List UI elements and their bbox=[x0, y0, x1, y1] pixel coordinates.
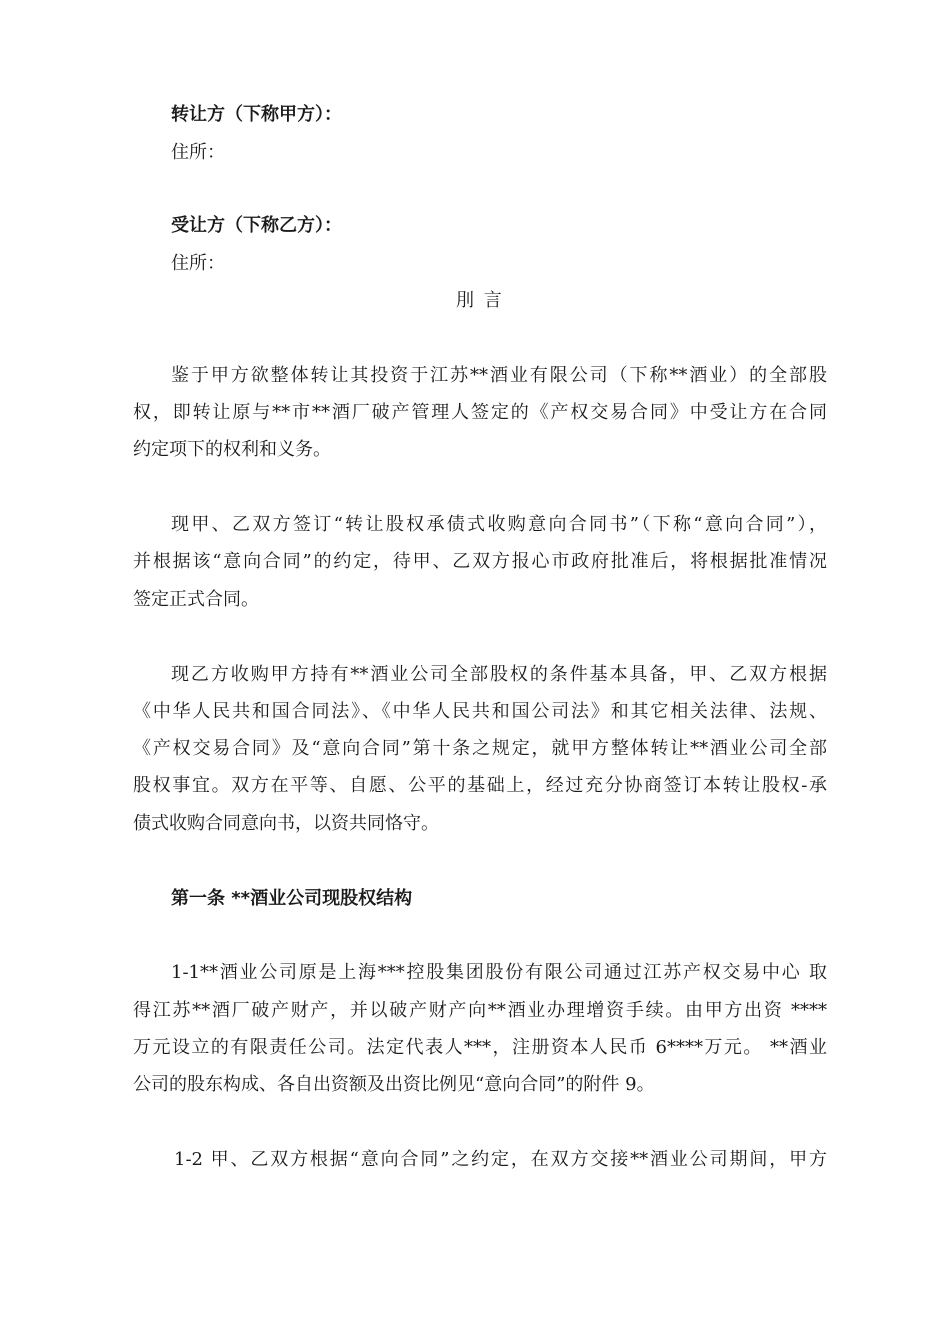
clause-1-1-line-1: 1-1**酒业公司原是上海***控股集团股份有限公司通过江苏产权交易中心 取 bbox=[171, 962, 827, 983]
transferee-address-label: 住所： bbox=[171, 253, 225, 274]
paragraph-1-line-3: 约定项下的权利和义务。 bbox=[133, 439, 331, 460]
transferee-heading: 受让方（下称乙方）： bbox=[171, 215, 342, 236]
paragraph-3-line-3: 《产权交易合同》及“意向合同”第十条之规定，就甲方整体转让**酒业公司全部 bbox=[133, 738, 827, 759]
preface-title: 刖 言 bbox=[456, 290, 504, 311]
paragraph-2-line-3: 签定正式合同。 bbox=[133, 589, 259, 610]
clause-1-1-line-2: 得江苏**酒厂破产财产，并以破产财产向**酒业办理增资手续。由甲方出资 **** bbox=[133, 1000, 827, 1021]
clause-1-1-line-3: 万元设立的有限责任公司。法定代表人***，注册资本人民币 6****万元。 **酒业 bbox=[133, 1037, 827, 1058]
paragraph-3-line-5: 债式收购合同意向书，以资共同恪守。 bbox=[133, 813, 439, 834]
paragraph-3-line-1: 现乙方收购甲方持有**酒业公司全部股权的条件基本具备，甲、乙双方根据 bbox=[171, 664, 827, 685]
paragraph-3-line-2: 《中华人民共和国合同法》、《中华人民共和国公司法》和其它相关法律、法规、 bbox=[133, 701, 827, 722]
transferor-address-label: 住所： bbox=[171, 142, 225, 163]
article-1-heading: 第一条 **酒业公司现股权结构 bbox=[171, 888, 413, 909]
paragraph-2-line-2: 并根据该“意向合同”的约定，待甲、乙双方报心市政府批准后，将根据批准情况 bbox=[133, 551, 827, 572]
clause-1-1-line-4: 公司的股东构成、各自出资额及出资比例见“意向合同”的附件 9。 bbox=[133, 1074, 655, 1095]
paragraph-1-line-2: 权，即转让原与**市**酒厂破产管理人签定的《产权交易合同》中受让方在合同 bbox=[133, 402, 827, 423]
clause-1-2-line-1: 1-2 甲、乙双方根据“意向合同”之约定，在双方交接**酒业公司期间，甲方 bbox=[174, 1149, 827, 1170]
paragraph-3-line-4: 股权事宜。双方在平等、自愿、公平的基础上，经过充分协商签订本转让股权-承 bbox=[133, 775, 827, 796]
paragraph-2-line-1: 现甲、乙双方签订“转让股权承债式收购意向合同书”（下称“意向合同”）， bbox=[171, 514, 827, 535]
transferor-heading: 转让方（下称甲方）： bbox=[171, 104, 342, 125]
paragraph-1-line-1: 鉴于甲方欲整体转让其投资于江苏**酒业有限公司（下称**酒业）的全部股 bbox=[171, 365, 827, 386]
